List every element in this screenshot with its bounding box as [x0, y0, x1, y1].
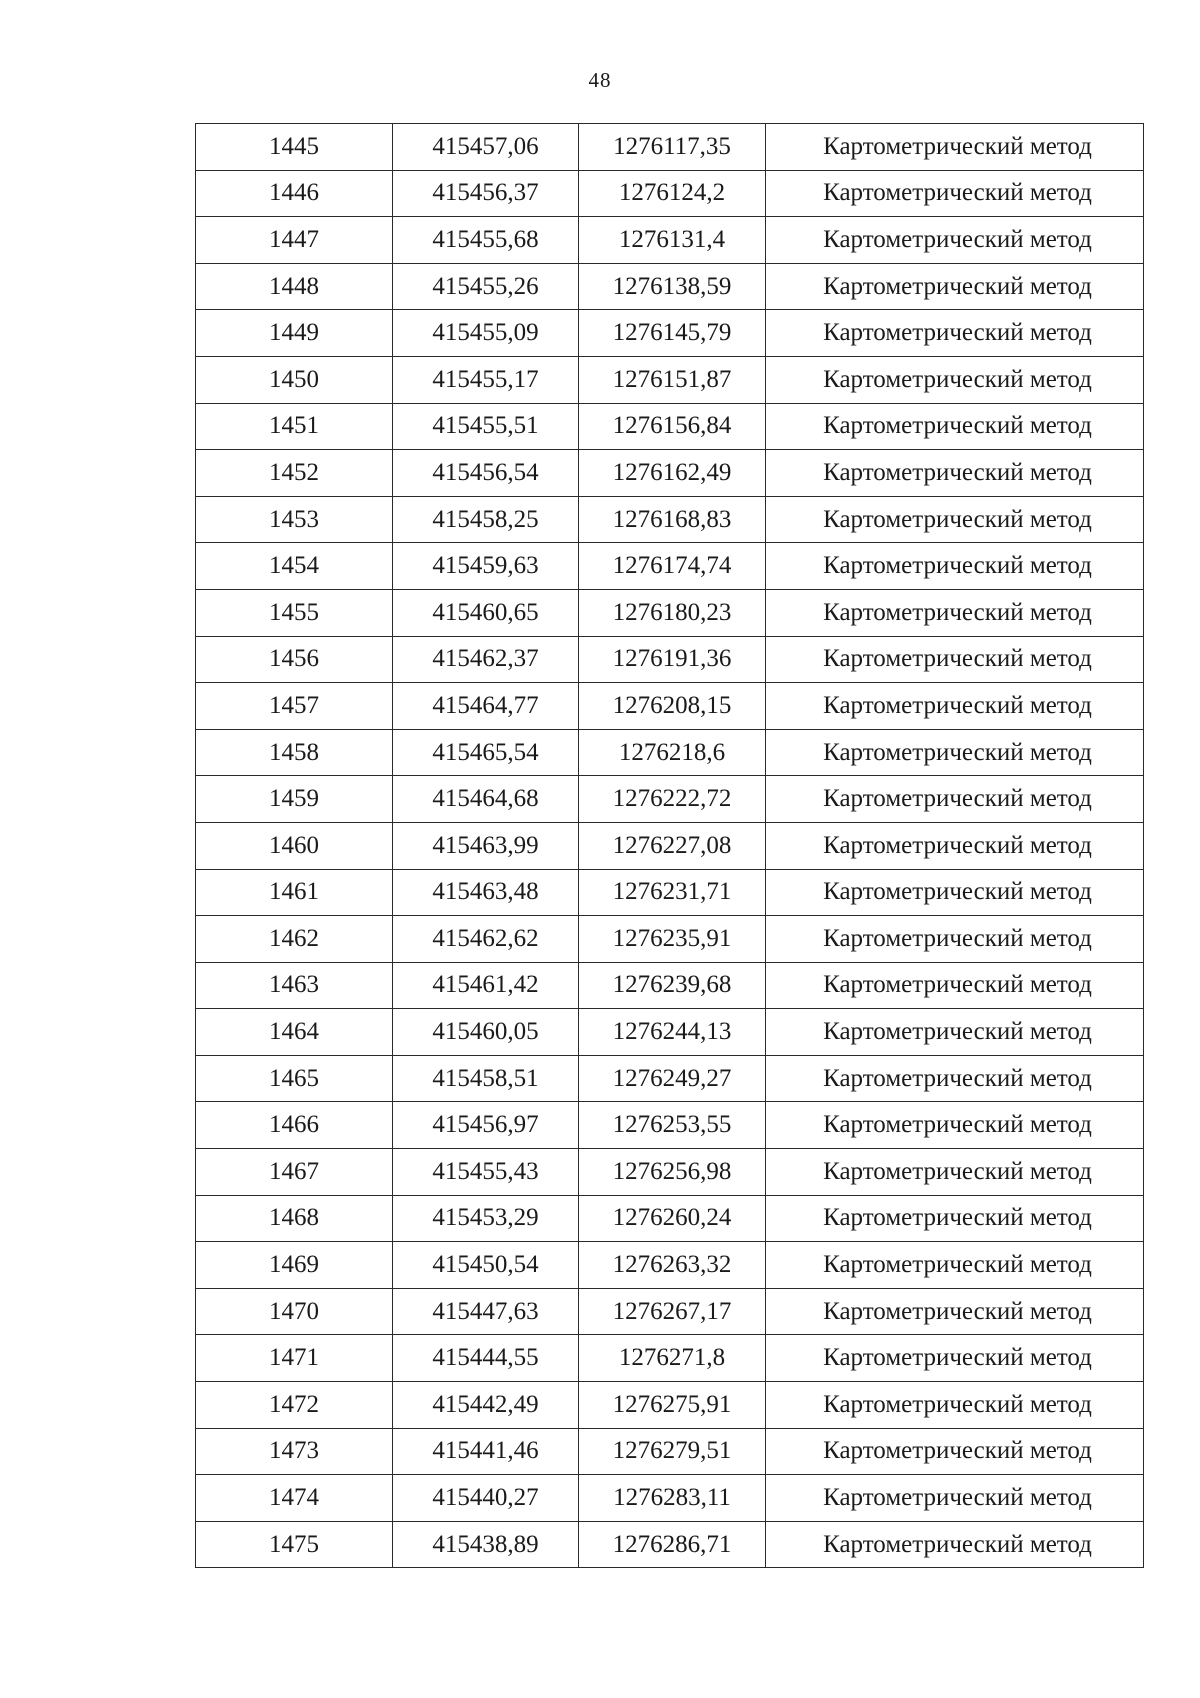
point-number-cell: 1473	[196, 1428, 393, 1475]
x-coordinate-cell: 415464,68	[393, 776, 579, 823]
method-cell: Картометрический метод	[766, 1195, 1144, 1242]
table-row	[196, 310, 1144, 357]
y-coordinate-cell: 1276117,35	[579, 124, 766, 171]
x-coordinate-cell: 415462,62	[393, 916, 579, 963]
table-row	[196, 403, 1144, 450]
table-row	[196, 729, 1144, 776]
point-number-cell: 1467	[196, 1149, 393, 1196]
method-cell: Картометрический метод	[766, 869, 1144, 916]
y-coordinate-cell: 1276260,24	[579, 1195, 766, 1242]
y-coordinate-cell: 1276275,91	[579, 1382, 766, 1429]
y-coordinate-cell: 1276180,23	[579, 589, 766, 636]
method-cell: Картометрический метод	[766, 403, 1144, 450]
method-cell: Картометрический метод	[766, 636, 1144, 683]
x-coordinate-cell: 415447,63	[393, 1288, 579, 1335]
table-row	[196, 1288, 1144, 1335]
table-row	[196, 217, 1144, 264]
x-coordinate-cell: 415455,09	[393, 310, 579, 357]
point-number-cell: 1460	[196, 822, 393, 869]
x-coordinate-cell: 415450,54	[393, 1242, 579, 1289]
y-coordinate-cell: 1276231,71	[579, 869, 766, 916]
method-cell: Картометрический метод	[766, 124, 1144, 171]
x-coordinate-cell: 415460,65	[393, 589, 579, 636]
table-row	[196, 450, 1144, 497]
point-number-cell: 1455	[196, 589, 393, 636]
x-coordinate-cell: 415456,37	[393, 170, 579, 217]
y-coordinate-cell: 1276222,72	[579, 776, 766, 823]
table-row	[196, 1149, 1144, 1196]
table-row	[196, 962, 1144, 1009]
y-coordinate-cell: 1276279,51	[579, 1428, 766, 1475]
point-number-cell: 1475	[196, 1521, 393, 1568]
method-cell: Картометрический метод	[766, 916, 1144, 963]
y-coordinate-cell: 1276253,55	[579, 1102, 766, 1149]
y-coordinate-cell: 1276162,49	[579, 450, 766, 497]
y-coordinate-cell: 1276191,36	[579, 636, 766, 683]
x-coordinate-cell: 415463,99	[393, 822, 579, 869]
y-coordinate-cell: 1276168,83	[579, 496, 766, 543]
table-row	[196, 683, 1144, 730]
table-row	[196, 1055, 1144, 1102]
table-row	[196, 1195, 1144, 1242]
y-coordinate-cell: 1276218,6	[579, 729, 766, 776]
method-cell: Картометрический метод	[766, 1242, 1144, 1289]
y-coordinate-cell: 1276174,74	[579, 543, 766, 590]
y-coordinate-cell: 1276249,27	[579, 1055, 766, 1102]
table-row	[196, 1382, 1144, 1429]
table-row	[196, 1428, 1144, 1475]
point-number-cell: 1466	[196, 1102, 393, 1149]
y-coordinate-cell: 1276244,13	[579, 1009, 766, 1056]
point-number-cell: 1456	[196, 636, 393, 683]
table-row	[196, 496, 1144, 543]
x-coordinate-cell: 415457,06	[393, 124, 579, 171]
method-cell: Картометрический метод	[766, 170, 1144, 217]
x-coordinate-cell: 415462,37	[393, 636, 579, 683]
y-coordinate-cell: 1276145,79	[579, 310, 766, 357]
y-coordinate-cell: 1276263,32	[579, 1242, 766, 1289]
table-row	[196, 543, 1144, 590]
table-row	[196, 170, 1144, 217]
method-cell: Картометрический метод	[766, 1009, 1144, 1056]
x-coordinate-cell: 415456,54	[393, 450, 579, 497]
method-cell: Картометрический метод	[766, 217, 1144, 264]
table-row	[196, 1102, 1144, 1149]
table-row	[196, 1521, 1144, 1568]
table-row	[196, 916, 1144, 963]
table-row	[196, 589, 1144, 636]
point-number-cell: 1446	[196, 170, 393, 217]
method-cell: Картометрический метод	[766, 729, 1144, 776]
point-number-cell: 1462	[196, 916, 393, 963]
method-cell: Картометрический метод	[766, 263, 1144, 310]
y-coordinate-cell: 1276227,08	[579, 822, 766, 869]
point-number-cell: 1468	[196, 1195, 393, 1242]
x-coordinate-cell: 415444,55	[393, 1335, 579, 1382]
x-coordinate-cell: 415453,29	[393, 1195, 579, 1242]
y-coordinate-cell: 1276239,68	[579, 962, 766, 1009]
method-cell: Картометрический метод	[766, 1428, 1144, 1475]
y-coordinate-cell: 1276124,2	[579, 170, 766, 217]
y-coordinate-cell: 1276271,8	[579, 1335, 766, 1382]
point-number-cell: 1457	[196, 683, 393, 730]
x-coordinate-cell: 415459,63	[393, 543, 579, 590]
method-cell: Картометрический метод	[766, 683, 1144, 730]
x-coordinate-cell: 415455,17	[393, 356, 579, 403]
x-coordinate-cell: 415440,27	[393, 1475, 579, 1522]
method-cell: Картометрический метод	[766, 310, 1144, 357]
table-row	[196, 822, 1144, 869]
x-coordinate-cell: 415464,77	[393, 683, 579, 730]
table-row	[196, 1475, 1144, 1522]
y-coordinate-cell: 1276156,84	[579, 403, 766, 450]
method-cell: Картометрический метод	[766, 1055, 1144, 1102]
x-coordinate-cell: 415465,54	[393, 729, 579, 776]
x-coordinate-cell: 415455,68	[393, 217, 579, 264]
table-row	[196, 356, 1144, 403]
x-coordinate-cell: 415458,51	[393, 1055, 579, 1102]
method-cell: Картометрический метод	[766, 776, 1144, 823]
x-coordinate-cell: 415455,43	[393, 1149, 579, 1196]
y-coordinate-cell: 1276283,11	[579, 1475, 766, 1522]
table-row	[196, 1242, 1144, 1289]
point-number-cell: 1445	[196, 124, 393, 171]
point-number-cell: 1450	[196, 356, 393, 403]
point-number-cell: 1447	[196, 217, 393, 264]
coordinates-table	[195, 123, 1144, 1568]
x-coordinate-cell: 415441,46	[393, 1428, 579, 1475]
point-number-cell: 1451	[196, 403, 393, 450]
coordinates-table-body	[196, 124, 1144, 1568]
page-number: 48	[588, 68, 612, 92]
y-coordinate-cell: 1276286,71	[579, 1521, 766, 1568]
table-row	[196, 776, 1144, 823]
point-number-cell: 1465	[196, 1055, 393, 1102]
point-number-cell: 1453	[196, 496, 393, 543]
point-number-cell: 1474	[196, 1475, 393, 1522]
point-number-cell: 1472	[196, 1382, 393, 1429]
table-row	[196, 636, 1144, 683]
table-row	[196, 869, 1144, 916]
x-coordinate-cell: 415442,49	[393, 1382, 579, 1429]
method-cell: Картометрический метод	[766, 1335, 1144, 1382]
x-coordinate-cell: 415460,05	[393, 1009, 579, 1056]
x-coordinate-cell: 415455,51	[393, 403, 579, 450]
x-coordinate-cell: 415461,42	[393, 962, 579, 1009]
x-coordinate-cell: 415438,89	[393, 1521, 579, 1568]
point-number-cell: 1464	[196, 1009, 393, 1056]
method-cell: Картометрический метод	[766, 356, 1144, 403]
method-cell: Картометрический метод	[766, 1475, 1144, 1522]
y-coordinate-cell: 1276256,98	[579, 1149, 766, 1196]
x-coordinate-cell: 415463,48	[393, 869, 579, 916]
point-number-cell: 1448	[196, 263, 393, 310]
method-cell: Картометрический метод	[766, 1149, 1144, 1196]
method-cell: Картометрический метод	[766, 589, 1144, 636]
method-cell: Картометрический метод	[766, 962, 1144, 1009]
point-number-cell: 1449	[196, 310, 393, 357]
y-coordinate-cell: 1276267,17	[579, 1288, 766, 1335]
y-coordinate-cell: 1276235,91	[579, 916, 766, 963]
table-row	[196, 263, 1144, 310]
x-coordinate-cell: 415456,97	[393, 1102, 579, 1149]
method-cell: Картометрический метод	[766, 450, 1144, 497]
table-row	[196, 124, 1144, 171]
method-cell: Картометрический метод	[766, 822, 1144, 869]
table-row	[196, 1335, 1144, 1382]
method-cell: Картометрический метод	[766, 1521, 1144, 1568]
method-cell: Картометрический метод	[766, 1288, 1144, 1335]
point-number-cell: 1458	[196, 729, 393, 776]
table-row	[196, 1009, 1144, 1056]
point-number-cell: 1470	[196, 1288, 393, 1335]
x-coordinate-cell: 415458,25	[393, 496, 579, 543]
point-number-cell: 1471	[196, 1335, 393, 1382]
method-cell: Картометрический метод	[766, 1382, 1144, 1429]
point-number-cell: 1463	[196, 962, 393, 1009]
y-coordinate-cell: 1276151,87	[579, 356, 766, 403]
point-number-cell: 1452	[196, 450, 393, 497]
x-coordinate-cell: 415455,26	[393, 263, 579, 310]
method-cell: Картометрический метод	[766, 496, 1144, 543]
y-coordinate-cell: 1276138,59	[579, 263, 766, 310]
method-cell: Картометрический метод	[766, 543, 1144, 590]
method-cell: Картометрический метод	[766, 1102, 1144, 1149]
point-number-cell: 1469	[196, 1242, 393, 1289]
point-number-cell: 1461	[196, 869, 393, 916]
y-coordinate-cell: 1276208,15	[579, 683, 766, 730]
y-coordinate-cell: 1276131,4	[579, 217, 766, 264]
point-number-cell: 1454	[196, 543, 393, 590]
point-number-cell: 1459	[196, 776, 393, 823]
